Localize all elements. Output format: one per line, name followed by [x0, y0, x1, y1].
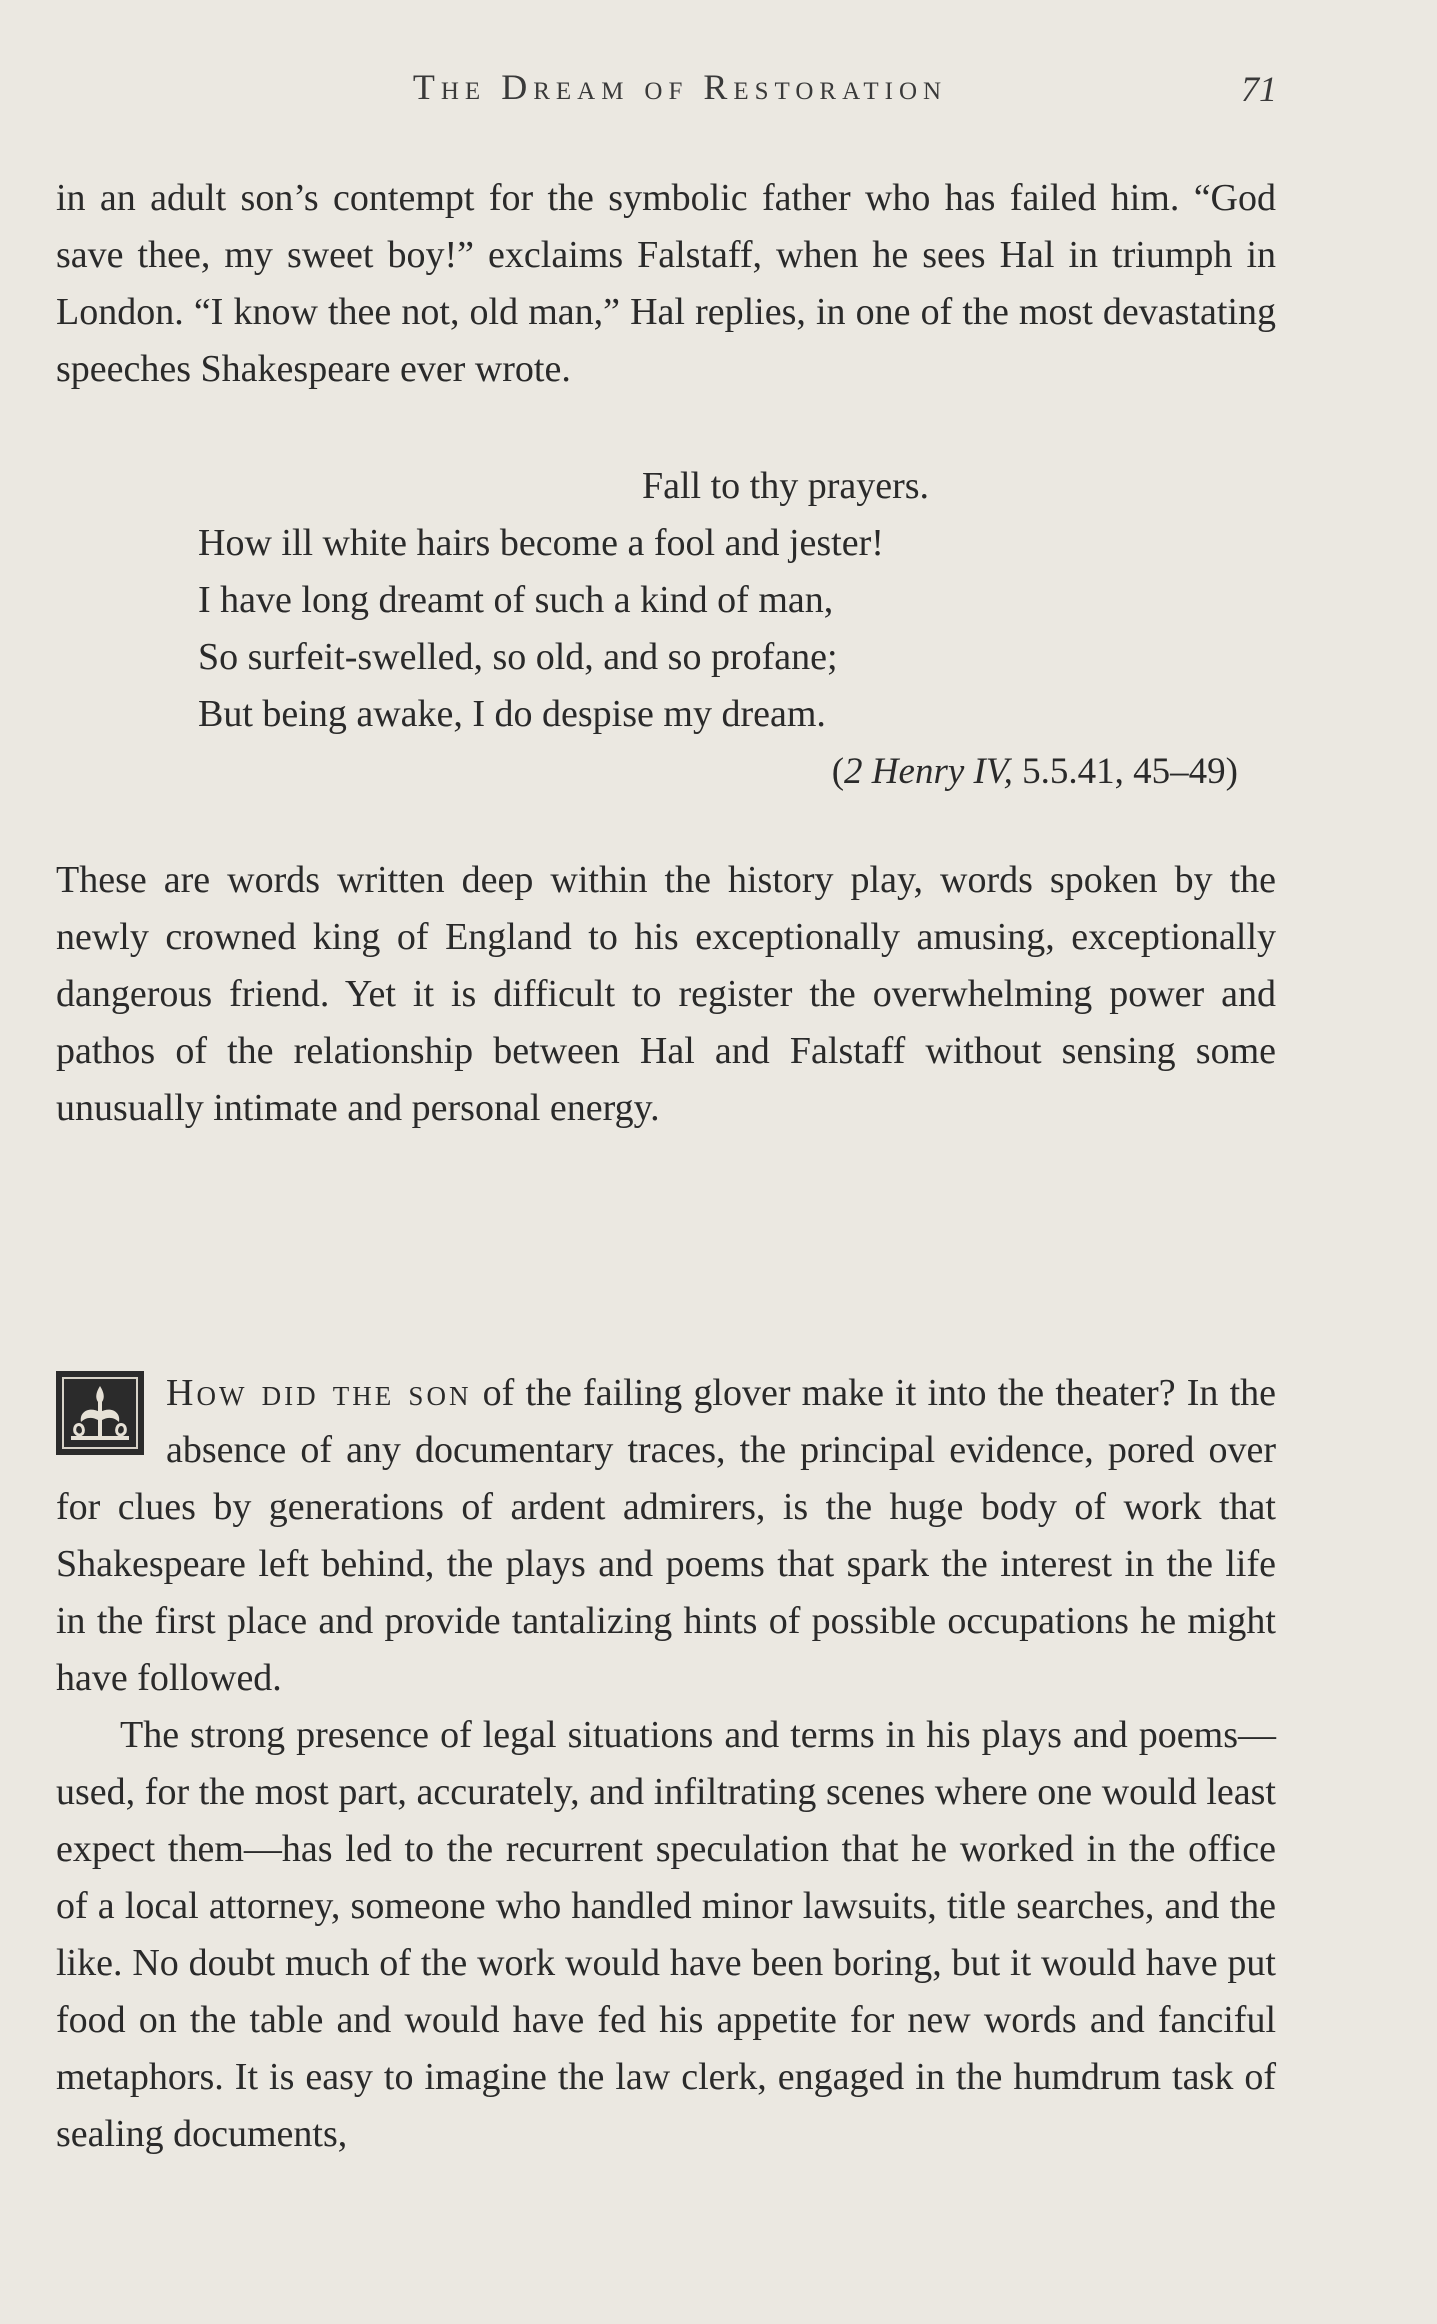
section-lead-in: How did the son — [166, 1372, 472, 1414]
citation-ref: 5.5.41, 45–49) — [1012, 751, 1238, 792]
paragraph-3-text: of the failing glover make it into the theater? In the absence of any documentary traces, the principal evidence, pored over for clues by generations of ardent admirers, is the huge body of work that Shakespeare left behind, the plays and poems that spark the interest in the life in the first place and provide tantalizing hints of possible occupations he might have followed. — [56, 1372, 1276, 1699]
verse-line-3: I have long dreamt of such a kind of man, — [198, 579, 834, 621]
verse-line-4: So surfeit-swelled, so old, and so profane; — [198, 636, 838, 678]
citation-open: ( — [831, 751, 845, 792]
paragraph-1: in an adult son’s contempt for the symbolic father who has failed him. “God save thee, my sweet boy!” exclaims Falstaff, when he sees Hal in triumph in London. “I know thee not, old man,” Hal replies, in one of the most devastating speeches Shakespeare ever wrote. — [56, 177, 1276, 390]
paragraph-4: The strong presence of legal situations and terms in his plays and poems—used, for the most part, accurately, and infiltrating scenes where one would least expect them—has led to the recurrent speculation that he worked in the office of a local attorney, someone who handled minor lawsuits, title searches, and the like. No doubt much of the work would have been boring, but it would have put food on the table and would have fed his appetite for new words and fanciful metaphors. It is easy to imagine the law clerk, engaged in the humdrum task of sealing documents, — [56, 1714, 1276, 2155]
running-title: The Dream of Restoration — [412, 67, 948, 107]
verse-line-5: But being awake, I do despise my dream. — [198, 693, 826, 735]
running-head — [0, 66, 1437, 116]
citation-title: 2 Henry IV, — [844, 751, 1013, 792]
verse-citation — [198, 743, 1238, 800]
fleuron-ornament-icon — [56, 1371, 144, 1455]
paragraph-2: These are words written deep within the history play, words spoken by the newly crowned king of England to his exceptionally amusing, exceptionally dangerous friend. Yet it is difficult to register the overwhelming power and pathos of the relationship between Hal and Falstaff without sensing some unusually intimate and personal energy. — [56, 859, 1276, 1129]
verse-quotation — [198, 458, 1238, 800]
verse-line-2: How ill white hairs become a fool and jester! — [198, 522, 884, 564]
page-number: 71 — [1241, 69, 1277, 109]
verse-line-1: Fall to thy prayers. — [642, 465, 930, 507]
paragraph-3 — [56, 1365, 1276, 1707]
